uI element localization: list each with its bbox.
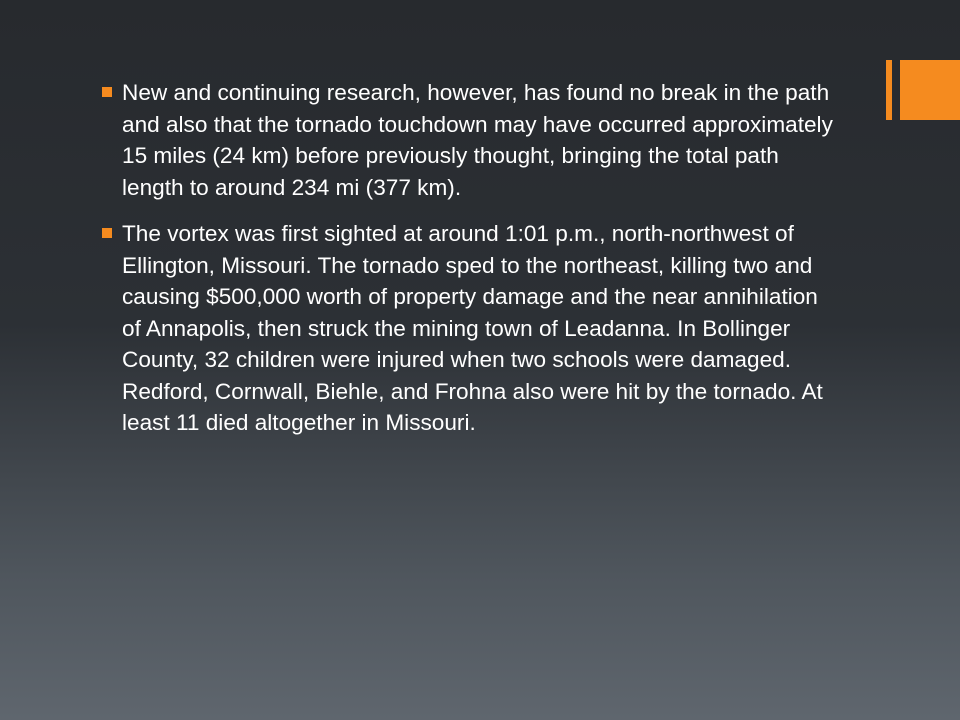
bullet-text: New and continuing research, however, has found no break in the path and also that the tornado touchdown may have occurred approximately 15 miles (24 km) before previously thought, bringing the total path length to around 234 mi (377 km). <box>122 80 833 200</box>
bullet-list <box>100 77 840 454</box>
accent-bar-thick <box>900 60 960 120</box>
accent-bar-thin <box>886 60 892 120</box>
bullet-item <box>100 218 840 439</box>
bullet-text: The vortex was first sighted at around 1:01 p.m., north-northwest of Ellington, Missouri. The tornado sped to the northeast, killing two and causing $500,000 worth of property damage and the near annihilation of Annapolis, then struck the mining town of Leadanna. In Bollinger County, 32 children were injured when two schools were damaged. Redford, Cornwall, Biehle, and Frohna also were hit by the tornado. At least 11 died altogether in Missouri. <box>122 221 823 435</box>
square-bullet-icon <box>102 87 112 97</box>
bullet-item <box>100 77 840 203</box>
square-bullet-icon <box>102 228 112 238</box>
